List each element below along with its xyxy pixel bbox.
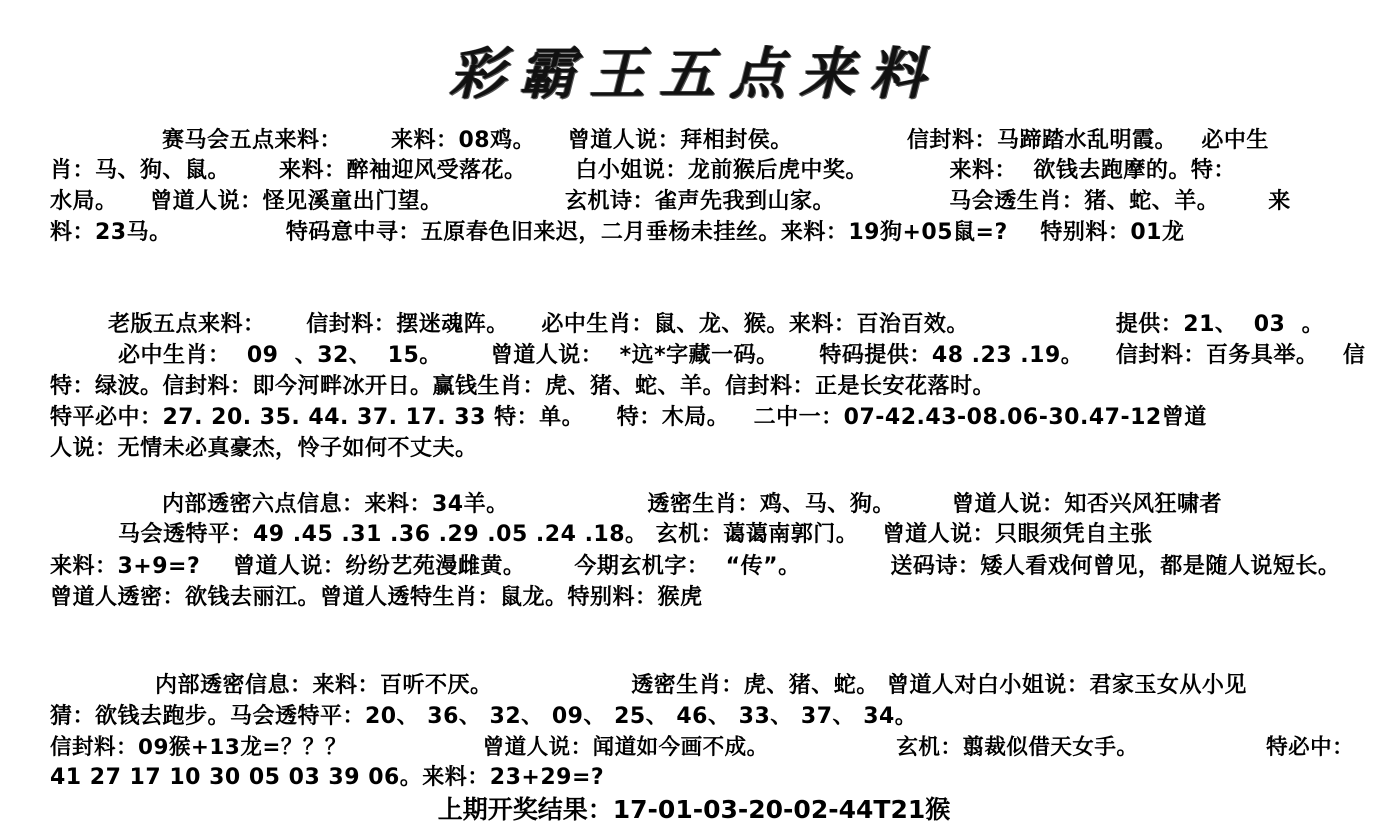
section3-line3: 来料：3+9=? 曾道人说：纷纷艺苑漫雌黄。 今期玄机字： “传”。 送码诗：矮人看戏何曾见，都是随人说短长。: [50, 554, 1341, 579]
page-title: 彩霸王五点来料: [449, 41, 939, 107]
last-draw-result: 上期开奖结果：17-01-03-20-02-44T21猴: [437, 795, 951, 824]
section4-line2: 猜：欲钱去跑步。马会透特平：20、 36、 32、 09、 25、 46、 33、 37、 34。: [50, 704, 918, 729]
section4-line1: 内部透密信息：来料：百听不厌。 透密生肖：虎、猪、蛇。 曾道人对白小姐说：君家玉女从小见: [155, 673, 1247, 698]
section2-line2: 必中生肖： 09 、32、 15。 曾道人说： *迒*字藏一码。 特码提供：48 .23 .19。 信封料：百务具举。 信: [118, 343, 1366, 368]
section2-line4: 特平必中：27. 20. 35. 44. 37. 17. 33 特：单。 特：木局。 二中一：07-42.43-08.06-30.47-12曾道: [50, 405, 1207, 430]
section4-line3: 信封料：09猴+13龙=？？？ 曾道人说：闻道如今画不成。 玄机：翦裁似借天女手。 特必中：: [50, 735, 1355, 760]
section3-line1: 内部透密六点信息：来料：34羊。 透密生肖：鸡、马、狗。 曾道人说：知否兴风狂啸者: [162, 492, 1222, 517]
section2-line3: 特：绿波。信封料：即今河畔冰开日。赢钱生肖：虎、猪、蛇、羊。信封料：正是长安花落时。: [50, 374, 996, 399]
section3-line4: 曾道人透密：欲钱去丽江。曾道人透特生肖：鼠龙。特别料：猴虎: [50, 585, 703, 610]
section1-line2: 肖：马、狗、鼠。 来料：醉袖迎风受落花。 白小姐说：龙前猴后虎中奖。 来料： 欲钱去跑摩的。特：: [50, 158, 1236, 183]
section1-line1: 赛马会五点来料： 来料：08鸡。 曾道人说：拜相封侯。 信封料：马蹄踏水乱明霞。 必中生: [162, 128, 1269, 153]
section1-line4: 料：23马。 特码意中寻：五原春色旧来迟，二月垂杨未挂丝。来料：19狗+05鼠=? 特别料：01龙: [50, 220, 1185, 245]
section2-line1: 老版五点来料： 信封料：摆迷魂阵。 必中生肖：鼠、龙、猴。来料：百治百效。 提供：21、 03 。: [108, 312, 1325, 337]
section2-line5: 人说：无情未必真豪杰，怜子如何不丈夫。: [50, 436, 478, 461]
section4-line4: 41 27 17 10 30 05 03 39 06。来料：23+29=?: [50, 765, 605, 790]
section3-line2: 马会透特平：49 .45 .31 .36 .29 .05 .24 .18。 玄机：蔼蔼南郭门。 曾道人说：只眼须凭自主张: [118, 522, 1153, 547]
section1-line3: 水局。 曾道人说：怪见溪童出门望。 玄机诗：雀声先我到山家。 马会透生肖：猪、蛇、羊。 来: [50, 189, 1291, 214]
